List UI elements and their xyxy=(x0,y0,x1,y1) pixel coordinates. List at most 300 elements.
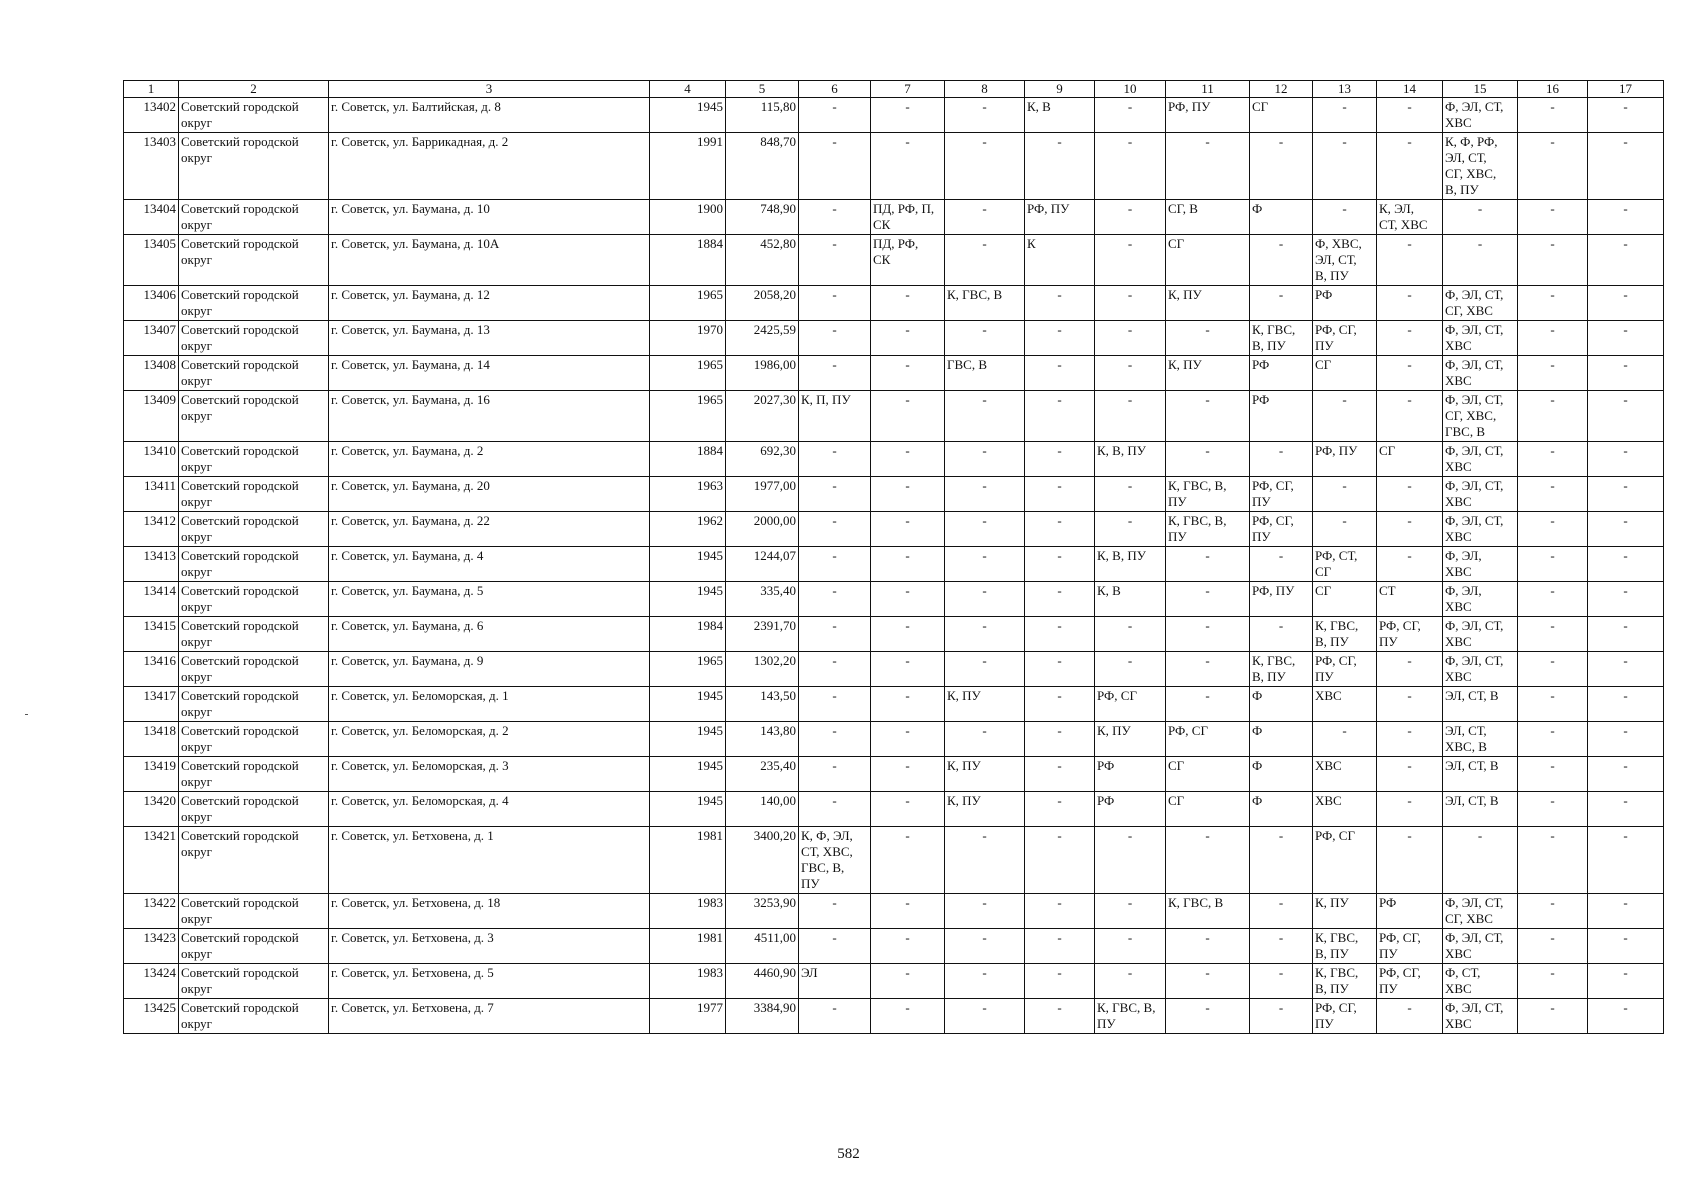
table-cell-col-17: - xyxy=(1588,235,1664,286)
table-cell-col-1: 13420 xyxy=(124,792,179,827)
table-row xyxy=(124,321,1664,356)
table-cell-col-13: К, ПУ xyxy=(1313,894,1377,929)
table-cell-col-5: 140,00 xyxy=(726,792,799,827)
table-cell-col-5: 143,50 xyxy=(726,687,799,722)
table-cell-col-8: - xyxy=(945,200,1025,235)
table-cell-col-6: - xyxy=(799,235,871,286)
table-cell-col-15: - xyxy=(1443,200,1518,235)
table-cell-col-7: - xyxy=(871,512,945,547)
table-cell-col-8: - xyxy=(945,391,1025,442)
table-cell-col-1: 13408 xyxy=(124,356,179,391)
table-cell-col-4: 1965 xyxy=(650,652,726,687)
table-cell-col-8: - xyxy=(945,442,1025,477)
table-cell-col-14: - xyxy=(1377,356,1443,391)
table-cell-col-13: РФ, СГ, ПУ xyxy=(1313,321,1377,356)
table-cell-col-7: ПД, РФ, П, СК xyxy=(871,200,945,235)
table-cell-col-17: - xyxy=(1588,477,1664,512)
table-cell-col-16: - xyxy=(1518,200,1588,235)
table-cell-col-12: - xyxy=(1250,964,1313,999)
table-cell-col-17: - xyxy=(1588,133,1664,200)
table-cell-col-12: - xyxy=(1250,286,1313,321)
table-row xyxy=(124,582,1664,617)
table-cell-col-5: 235,40 xyxy=(726,757,799,792)
table-cell-col-4: 1945 xyxy=(650,792,726,827)
table-cell-col-9: - xyxy=(1025,512,1095,547)
table-cell-col-16: - xyxy=(1518,617,1588,652)
column-number-row xyxy=(124,81,1664,98)
table-cell-col-17: - xyxy=(1588,757,1664,792)
table-cell-col-7: - xyxy=(871,757,945,792)
table-cell-col-1: 13411 xyxy=(124,477,179,512)
table-row xyxy=(124,442,1664,477)
table-cell-col-14: - xyxy=(1377,286,1443,321)
table-cell-col-14: - xyxy=(1377,477,1443,512)
table-cell-col-9: - xyxy=(1025,321,1095,356)
table-cell-col-12: - xyxy=(1250,894,1313,929)
table-cell-col-8: - xyxy=(945,512,1025,547)
table-cell-col-12: РФ, СГ, ПУ xyxy=(1250,512,1313,547)
table-cell-col-4: 1983 xyxy=(650,964,726,999)
table-cell-col-9: - xyxy=(1025,286,1095,321)
table-cell-col-2: Советский городской округ xyxy=(179,391,329,442)
table-cell-col-5: 848,70 xyxy=(726,133,799,200)
table-cell-col-2: Советский городской округ xyxy=(179,582,329,617)
table-cell-col-11: - xyxy=(1166,582,1250,617)
table-cell-col-17: - xyxy=(1588,286,1664,321)
table-cell-col-4: 1945 xyxy=(650,582,726,617)
table-cell-col-17: - xyxy=(1588,321,1664,356)
table-cell-col-5: 4511,00 xyxy=(726,929,799,964)
table-cell-col-12: - xyxy=(1250,547,1313,582)
table-cell-col-11: - xyxy=(1166,929,1250,964)
table-cell-col-5: 1977,00 xyxy=(726,477,799,512)
table-cell-col-1: 13403 xyxy=(124,133,179,200)
table-cell-col-1: 13417 xyxy=(124,687,179,722)
table-cell-col-8: - xyxy=(945,133,1025,200)
table-cell-col-11: - xyxy=(1166,442,1250,477)
table-cell-col-9: РФ, ПУ xyxy=(1025,200,1095,235)
table-cell-col-11: К, ПУ xyxy=(1166,356,1250,391)
table-row xyxy=(124,235,1664,286)
table-cell-col-15: Ф, ЭЛ, СТ, ХВС xyxy=(1443,652,1518,687)
table-cell-col-2: Советский городской округ xyxy=(179,286,329,321)
table-row xyxy=(124,200,1664,235)
table-cell-col-5: 2391,70 xyxy=(726,617,799,652)
table-cell-col-17: - xyxy=(1588,929,1664,964)
column-header-8: 8 xyxy=(945,81,1025,98)
table-row xyxy=(124,98,1664,133)
table-cell-col-6: - xyxy=(799,652,871,687)
table-cell-col-14: РФ xyxy=(1377,894,1443,929)
table-cell-col-4: 1945 xyxy=(650,722,726,757)
table-cell-col-10: - xyxy=(1095,321,1166,356)
table-cell-col-16: - xyxy=(1518,286,1588,321)
table-cell-col-12: РФ xyxy=(1250,356,1313,391)
table-cell-col-2: Советский городской округ xyxy=(179,617,329,652)
table-cell-col-3: г. Советск, ул. Баумана, д. 14 xyxy=(329,356,650,391)
table-cell-col-7: - xyxy=(871,391,945,442)
table-cell-col-11: - xyxy=(1166,687,1250,722)
table-cell-col-14: СГ xyxy=(1377,442,1443,477)
table-cell-col-2: Советский городской округ xyxy=(179,547,329,582)
table-cell-col-14: - xyxy=(1377,757,1443,792)
table-cell-col-3: г. Советск, ул. Баррикадная, д. 2 xyxy=(329,133,650,200)
table-cell-col-10: - xyxy=(1095,929,1166,964)
table-cell-col-5: 748,90 xyxy=(726,200,799,235)
table-cell-col-6: - xyxy=(799,200,871,235)
table-cell-col-2: Советский городской округ xyxy=(179,687,329,722)
table-cell-col-4: 1945 xyxy=(650,98,726,133)
table-cell-col-11: СГ xyxy=(1166,792,1250,827)
table-cell-col-5: 2027,30 xyxy=(726,391,799,442)
table-cell-col-3: г. Советск, ул. Баумана, д. 10А xyxy=(329,235,650,286)
table-cell-col-6: - xyxy=(799,442,871,477)
table-cell-col-11: - xyxy=(1166,964,1250,999)
table-cell-col-15: Ф, ЭЛ, СТ, ХВС xyxy=(1443,617,1518,652)
table-cell-col-8: - xyxy=(945,929,1025,964)
table-cell-col-11: - xyxy=(1166,617,1250,652)
table-cell-col-15: Ф, ЭЛ, ХВС xyxy=(1443,582,1518,617)
table-cell-col-2: Советский городской округ xyxy=(179,512,329,547)
table-cell-col-13: - xyxy=(1313,200,1377,235)
table-cell-col-8: - xyxy=(945,547,1025,582)
table-cell-col-15: Ф, ЭЛ, СТ, ХВС xyxy=(1443,477,1518,512)
table-cell-col-11: - xyxy=(1166,133,1250,200)
table-cell-col-14: - xyxy=(1377,547,1443,582)
table-row xyxy=(124,929,1664,964)
table-cell-col-1: 13413 xyxy=(124,547,179,582)
table-cell-col-2: Советский городской округ xyxy=(179,757,329,792)
table-cell-col-14: РФ, СГ, ПУ xyxy=(1377,929,1443,964)
table-cell-col-17: - xyxy=(1588,722,1664,757)
table-cell-col-17: - xyxy=(1588,999,1664,1034)
table-cell-col-5: 143,80 xyxy=(726,722,799,757)
table-cell-col-15: Ф, ЭЛ, СТ, ХВС xyxy=(1443,929,1518,964)
table-cell-col-5: 692,30 xyxy=(726,442,799,477)
column-header-1: 1 xyxy=(124,81,179,98)
table-cell-col-16: - xyxy=(1518,827,1588,894)
table-row xyxy=(124,356,1664,391)
table-cell-col-10: К, В xyxy=(1095,582,1166,617)
table-row xyxy=(124,477,1664,512)
table-cell-col-16: - xyxy=(1518,442,1588,477)
table-cell-col-9: - xyxy=(1025,687,1095,722)
table-cell-col-13: РФ, СГ, ПУ xyxy=(1313,999,1377,1034)
table-cell-col-15: Ф, ЭЛ, СТ, ХВС xyxy=(1443,999,1518,1034)
table-cell-col-2: Советский городской округ xyxy=(179,321,329,356)
table-cell-col-10: РФ, СГ xyxy=(1095,687,1166,722)
table-cell-col-9: - xyxy=(1025,652,1095,687)
table-cell-col-5: 2058,20 xyxy=(726,286,799,321)
table-cell-col-6: - xyxy=(799,321,871,356)
table-cell-col-16: - xyxy=(1518,98,1588,133)
table-cell-col-3: г. Советск, ул. Баумана, д. 10 xyxy=(329,200,650,235)
table-cell-col-1: 13421 xyxy=(124,827,179,894)
table-cell-col-8: - xyxy=(945,827,1025,894)
table-cell-col-13: РФ, ПУ xyxy=(1313,442,1377,477)
table-cell-col-5: 1244,07 xyxy=(726,547,799,582)
table-cell-col-3: г. Советск, ул. Бетховена, д. 1 xyxy=(329,827,650,894)
column-header-12: 12 xyxy=(1250,81,1313,98)
table-cell-col-11: К, ГВС, В, ПУ xyxy=(1166,512,1250,547)
table-cell-col-14: - xyxy=(1377,133,1443,200)
table-cell-col-14: - xyxy=(1377,512,1443,547)
table-cell-col-6: - xyxy=(799,757,871,792)
table-cell-col-6: - xyxy=(799,999,871,1034)
table-cell-col-8: - xyxy=(945,477,1025,512)
table-cell-col-5: 452,80 xyxy=(726,235,799,286)
table-cell-col-15: Ф, ЭЛ, СТ, ХВС xyxy=(1443,512,1518,547)
table-cell-col-6: - xyxy=(799,894,871,929)
table-cell-col-1: 13419 xyxy=(124,757,179,792)
table-cell-col-8: - xyxy=(945,617,1025,652)
table-cell-col-16: - xyxy=(1518,582,1588,617)
table-cell-col-17: - xyxy=(1588,894,1664,929)
table-cell-col-8: - xyxy=(945,894,1025,929)
table-cell-col-16: - xyxy=(1518,391,1588,442)
table-cell-col-2: Советский городской округ xyxy=(179,477,329,512)
table-cell-col-1: 13414 xyxy=(124,582,179,617)
table-cell-col-4: 1981 xyxy=(650,827,726,894)
table-cell-col-16: - xyxy=(1518,929,1588,964)
table-cell-col-7: - xyxy=(871,442,945,477)
table-cell-col-3: г. Советск, ул. Бетховена, д. 18 xyxy=(329,894,650,929)
table-cell-col-10: - xyxy=(1095,133,1166,200)
table-cell-col-17: - xyxy=(1588,391,1664,442)
table-cell-col-12: Ф xyxy=(1250,722,1313,757)
table-cell-col-15: Ф, ЭЛ, СТ, СГ, ХВС, ГВС, В xyxy=(1443,391,1518,442)
table-cell-col-9: - xyxy=(1025,356,1095,391)
table-cell-col-1: 13405 xyxy=(124,235,179,286)
table-cell-col-14: - xyxy=(1377,391,1443,442)
table-cell-col-11: К, ГВС, В, ПУ xyxy=(1166,477,1250,512)
table-cell-col-7: - xyxy=(871,652,945,687)
table-cell-col-17: - xyxy=(1588,442,1664,477)
table-cell-col-1: 13415 xyxy=(124,617,179,652)
table-cell-col-1: 13416 xyxy=(124,652,179,687)
table-cell-col-4: 1900 xyxy=(650,200,726,235)
table-cell-col-4: 1977 xyxy=(650,999,726,1034)
table-cell-col-4: 1984 xyxy=(650,617,726,652)
table-cell-col-8: - xyxy=(945,999,1025,1034)
table-cell-col-15: Ф, СТ, ХВС xyxy=(1443,964,1518,999)
table-cell-col-16: - xyxy=(1518,356,1588,391)
table-cell-col-11: - xyxy=(1166,547,1250,582)
table-cell-col-8: - xyxy=(945,722,1025,757)
table-cell-col-12: - xyxy=(1250,133,1313,200)
table-cell-col-9: - xyxy=(1025,722,1095,757)
table-cell-col-9: - xyxy=(1025,964,1095,999)
table-cell-col-2: Советский городской округ xyxy=(179,929,329,964)
table-cell-col-2: Советский городской округ xyxy=(179,792,329,827)
table-cell-col-1: 13412 xyxy=(124,512,179,547)
table-cell-col-16: - xyxy=(1518,894,1588,929)
table-cell-col-16: - xyxy=(1518,757,1588,792)
table-cell-col-12: - xyxy=(1250,827,1313,894)
table-cell-col-14: - xyxy=(1377,792,1443,827)
table-cell-col-13: - xyxy=(1313,133,1377,200)
table-row xyxy=(124,687,1664,722)
table-cell-col-17: - xyxy=(1588,200,1664,235)
column-header-3: 3 xyxy=(329,81,650,98)
table-body xyxy=(124,98,1664,1034)
table-cell-col-13: СГ xyxy=(1313,582,1377,617)
table-cell-col-17: - xyxy=(1588,582,1664,617)
table-cell-col-3: г. Советск, ул. Баумана, д. 16 xyxy=(329,391,650,442)
table-cell-col-11: СГ, В xyxy=(1166,200,1250,235)
table-cell-col-8: ГВС, В xyxy=(945,356,1025,391)
table-cell-col-6: ЭЛ xyxy=(799,964,871,999)
table-cell-col-5: 3384,90 xyxy=(726,999,799,1034)
table-cell-col-6: - xyxy=(799,547,871,582)
table-cell-col-3: г. Советск, ул. Беломорская, д. 4 xyxy=(329,792,650,827)
table-cell-col-14: - xyxy=(1377,827,1443,894)
table-cell-col-10: - xyxy=(1095,964,1166,999)
table-cell-col-13: РФ xyxy=(1313,286,1377,321)
table-cell-col-14: - xyxy=(1377,687,1443,722)
table-cell-col-8: - xyxy=(945,964,1025,999)
table-cell-col-5: 4460,90 xyxy=(726,964,799,999)
table-cell-col-8: - xyxy=(945,321,1025,356)
table-cell-col-12: РФ xyxy=(1250,391,1313,442)
table-cell-col-3: г. Советск, ул. Баумана, д. 22 xyxy=(329,512,650,547)
table-cell-col-15: - xyxy=(1443,235,1518,286)
table-cell-col-9: - xyxy=(1025,929,1095,964)
page-number: 582 xyxy=(837,1146,860,1162)
table-cell-col-14: - xyxy=(1377,722,1443,757)
table-cell-col-1: 13409 xyxy=(124,391,179,442)
table-cell-col-5: 1302,20 xyxy=(726,652,799,687)
table-cell-col-8: К, ПУ xyxy=(945,757,1025,792)
table-cell-col-4: 1945 xyxy=(650,757,726,792)
table-cell-col-10: - xyxy=(1095,286,1166,321)
column-header-7: 7 xyxy=(871,81,945,98)
column-header-9: 9 xyxy=(1025,81,1095,98)
table-cell-col-9: К xyxy=(1025,235,1095,286)
table-cell-col-11: СГ xyxy=(1166,757,1250,792)
table-cell-col-4: 1965 xyxy=(650,286,726,321)
table-cell-col-10: - xyxy=(1095,827,1166,894)
table-cell-col-10: РФ xyxy=(1095,757,1166,792)
table-cell-col-9: - xyxy=(1025,757,1095,792)
table-cell-col-3: г. Советск, ул. Беломорская, д. 3 xyxy=(329,757,650,792)
table-cell-col-7: - xyxy=(871,827,945,894)
table-cell-col-15: Ф, ЭЛ, СТ, СГ, ХВС xyxy=(1443,894,1518,929)
table-cell-col-5: 115,80 xyxy=(726,98,799,133)
table-row xyxy=(124,652,1664,687)
table-cell-col-1: 13410 xyxy=(124,442,179,477)
table-cell-col-13: К, ГВС, В, ПУ xyxy=(1313,617,1377,652)
table-cell-col-2: Советский городской округ xyxy=(179,894,329,929)
table-cell-col-16: - xyxy=(1518,477,1588,512)
table-cell-col-10: К, В, ПУ xyxy=(1095,547,1166,582)
table-row xyxy=(124,391,1664,442)
table-cell-col-13: - xyxy=(1313,512,1377,547)
table-cell-col-2: Советский городской округ xyxy=(179,98,329,133)
column-header-2: 2 xyxy=(179,81,329,98)
table-cell-col-13: Ф, ХВС, ЭЛ, СТ, В, ПУ xyxy=(1313,235,1377,286)
table-cell-col-8: К, ПУ xyxy=(945,687,1025,722)
table-cell-col-10: - xyxy=(1095,617,1166,652)
table-cell-col-3: г. Советск, ул. Баумана, д. 20 xyxy=(329,477,650,512)
table-cell-col-17: - xyxy=(1588,356,1664,391)
table-cell-col-13: - xyxy=(1313,391,1377,442)
table-cell-col-14: РФ, СГ, ПУ xyxy=(1377,964,1443,999)
scan-artifact xyxy=(25,714,28,715)
table-cell-col-6: - xyxy=(799,286,871,321)
table-cell-col-3: г. Советск, ул. Баумана, д. 6 xyxy=(329,617,650,652)
table-cell-col-4: 1965 xyxy=(650,391,726,442)
table-cell-col-7: - xyxy=(871,894,945,929)
table-cell-col-7: ПД, РФ, СК xyxy=(871,235,945,286)
table-cell-col-7: - xyxy=(871,321,945,356)
table-cell-col-13: - xyxy=(1313,477,1377,512)
table-cell-col-5: 2000,00 xyxy=(726,512,799,547)
table-cell-col-9: - xyxy=(1025,617,1095,652)
table-cell-col-1: 13422 xyxy=(124,894,179,929)
table-cell-col-3: г. Советск, ул. Бетховена, д. 7 xyxy=(329,999,650,1034)
table-cell-col-16: - xyxy=(1518,652,1588,687)
table-row xyxy=(124,286,1664,321)
table-cell-col-7: - xyxy=(871,929,945,964)
table-cell-col-1: 13402 xyxy=(124,98,179,133)
table-row xyxy=(124,133,1664,200)
table-cell-col-17: - xyxy=(1588,792,1664,827)
table-cell-col-9: - xyxy=(1025,547,1095,582)
table-cell-col-10: - xyxy=(1095,391,1166,442)
table-cell-col-10: - xyxy=(1095,356,1166,391)
table-cell-col-4: 1884 xyxy=(650,235,726,286)
table-row xyxy=(124,512,1664,547)
table-cell-col-4: 1991 xyxy=(650,133,726,200)
table-cell-col-5: 3400,20 xyxy=(726,827,799,894)
table-cell-col-12: К, ГВС, В, ПУ xyxy=(1250,652,1313,687)
table-cell-col-15: К, Ф, РФ, ЭЛ, СТ, СГ, ХВС, В, ПУ xyxy=(1443,133,1518,200)
table-cell-col-16: - xyxy=(1518,792,1588,827)
table-cell-col-12: СГ xyxy=(1250,98,1313,133)
table-cell-col-12: Ф xyxy=(1250,792,1313,827)
column-header-4: 4 xyxy=(650,81,726,98)
table-cell-col-7: - xyxy=(871,133,945,200)
table-cell-col-17: - xyxy=(1588,827,1664,894)
table-cell-col-11: - xyxy=(1166,391,1250,442)
table-cell-col-14: - xyxy=(1377,999,1443,1034)
table-cell-col-5: 3253,90 xyxy=(726,894,799,929)
table-cell-col-6: - xyxy=(799,98,871,133)
table-cell-col-2: Советский городской округ xyxy=(179,356,329,391)
column-header-13: 13 xyxy=(1313,81,1377,98)
table-row xyxy=(124,999,1664,1034)
table-cell-col-13: РФ, СГ, ПУ xyxy=(1313,652,1377,687)
table-cell-col-6: К, П, ПУ xyxy=(799,391,871,442)
table-cell-col-2: Советский городской округ xyxy=(179,722,329,757)
table-cell-col-12: К, ГВС, В, ПУ xyxy=(1250,321,1313,356)
column-header-10: 10 xyxy=(1095,81,1166,98)
table-cell-col-15: ЭЛ, СТ, ХВС, В xyxy=(1443,722,1518,757)
table-cell-col-6: - xyxy=(799,617,871,652)
table-cell-col-9: - xyxy=(1025,999,1095,1034)
table-cell-col-11: РФ, ПУ xyxy=(1166,98,1250,133)
table-cell-col-14: - xyxy=(1377,652,1443,687)
table-cell-col-17: - xyxy=(1588,547,1664,582)
table-cell-col-13: РФ, СТ, СГ xyxy=(1313,547,1377,582)
table-cell-col-17: - xyxy=(1588,617,1664,652)
table-cell-col-11: - xyxy=(1166,999,1250,1034)
table-cell-col-13: - xyxy=(1313,98,1377,133)
table-cell-col-4: 1945 xyxy=(650,547,726,582)
table-cell-col-7: - xyxy=(871,617,945,652)
table-cell-col-2: Советский городской округ xyxy=(179,652,329,687)
